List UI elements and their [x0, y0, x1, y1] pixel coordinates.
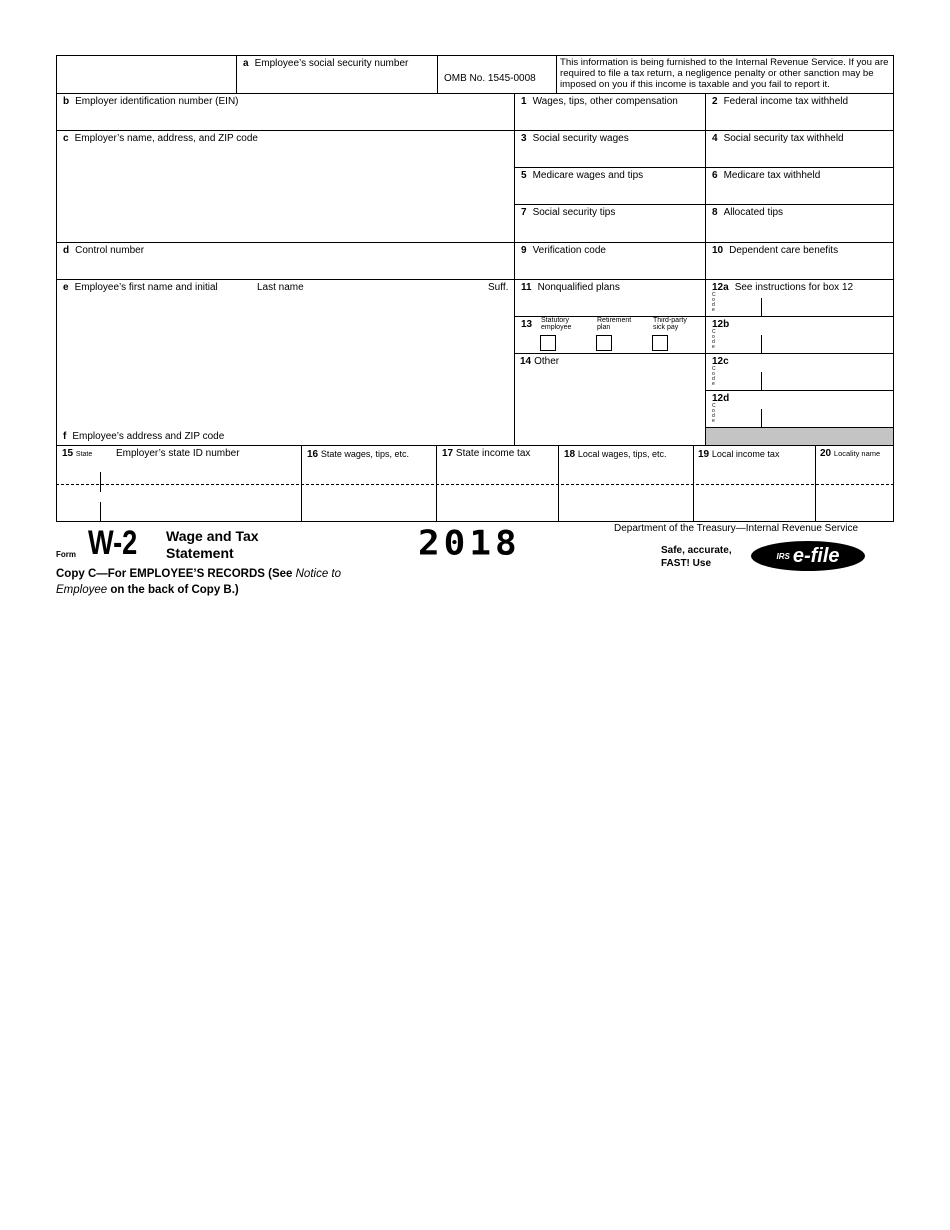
box-num: 7 — [521, 207, 527, 218]
omb-box — [437, 55, 557, 94]
code-label: C o d e — [712, 366, 716, 387]
box-letter: a — [243, 58, 249, 69]
box-num: 8 — [712, 207, 718, 218]
box-label: Employee’s social security number — [254, 58, 409, 69]
box-num: 17 — [442, 448, 454, 459]
box-num: 15 — [62, 448, 74, 459]
copy-c-text — [56, 566, 386, 598]
third-party-label: Third-party sick pay — [653, 317, 687, 331]
suffix-label: Suff. — [488, 282, 509, 293]
box-20[interactable] — [820, 448, 880, 460]
box-num: 12a — [712, 282, 729, 293]
box-label: State income tax — [455, 448, 531, 459]
box-label: Employer’s name, address, and ZIP code — [74, 133, 258, 144]
state-id-label: Employer’s state ID number — [116, 448, 240, 459]
retirement-label: Retirement plan — [597, 317, 632, 331]
box-12c[interactable] — [705, 353, 894, 391]
box-3[interactable] — [514, 130, 706, 168]
box-num: 14 — [520, 356, 532, 367]
form-label: Form — [56, 550, 76, 559]
box-letter: f — [63, 431, 67, 442]
box-label: Employee’s first name and initial — [74, 282, 218, 293]
box-letter: d — [63, 245, 70, 256]
box-14[interactable] — [514, 353, 706, 446]
box-num: 12c — [712, 356, 729, 367]
last-name-label: Last name — [257, 282, 304, 293]
box-label: Wages, tips, other compensation — [532, 96, 678, 107]
box-num: 13 — [521, 319, 533, 330]
box-label: Social security wages — [532, 133, 629, 144]
box-12a[interactable] — [705, 279, 894, 317]
fast-use-text: FAST! Use — [661, 558, 712, 569]
box-num: 9 — [521, 245, 527, 256]
box-label: Local income tax — [711, 449, 780, 459]
dashed-divider — [56, 484, 894, 485]
blank-box — [56, 55, 237, 94]
state-label: State — [75, 451, 93, 458]
box-11[interactable] — [514, 279, 706, 317]
box-label: Medicare wages and tips — [532, 170, 644, 181]
box-12d[interactable] — [705, 390, 894, 428]
copy-text-end: on the back of Copy B.) — [107, 584, 239, 596]
third-party-checkbox[interactable] — [652, 335, 668, 351]
box-label: Locality name — [833, 449, 881, 458]
statutory-label: Statutory employee — [541, 317, 572, 331]
tax-year: 2018 — [418, 524, 521, 563]
code-label: C o d e — [712, 329, 716, 350]
box-label: Nonqualified plans — [537, 282, 620, 293]
code-label: C o d e — [712, 403, 716, 424]
box-letter: e — [63, 282, 69, 293]
box-label: Allocated tips — [723, 207, 784, 218]
box-1[interactable] — [514, 93, 706, 131]
box-label: Federal income tax withheld — [723, 96, 849, 107]
shaded-area — [705, 427, 894, 446]
box-10[interactable] — [705, 242, 894, 280]
box-num: 6 — [712, 170, 718, 181]
code-label: C o d e — [712, 292, 716, 313]
box-num: 20 — [820, 448, 832, 459]
box-5[interactable] — [514, 167, 706, 205]
box-num: 19 — [698, 449, 710, 460]
box-label: Social security tax withheld — [723, 133, 844, 144]
box-13 — [514, 316, 706, 354]
box-label: Verification code — [532, 245, 606, 256]
notice-box — [556, 55, 894, 94]
irs-text: IRS — [776, 551, 790, 561]
box-19[interactable] — [698, 448, 779, 461]
box-num: 12b — [712, 319, 730, 330]
box-label: Employer identification number (EIN) — [75, 96, 239, 107]
box-letter: c — [63, 133, 69, 144]
box-num: 5 — [521, 170, 527, 181]
box-num: 11 — [521, 282, 532, 293]
box-9[interactable] — [514, 242, 706, 280]
box-num: 18 — [564, 449, 576, 460]
copy-text: Copy C—For EMPLOYEE’S RECORDS (See — [56, 568, 296, 580]
box-label: Medicare tax withheld — [723, 170, 821, 181]
notice-text: This information is being furnished to the Internal Revenue Service. If you are required to file a tax return, a negligence penalty or other sanction may be imposed on you if this income is taxable and you fail to report it. — [560, 57, 889, 90]
box-letter: b — [63, 96, 70, 107]
box-num: 3 — [521, 133, 527, 144]
box-label: Other — [534, 356, 560, 367]
box-a-ssn[interactable] — [236, 55, 438, 94]
box-e-employee[interactable] — [56, 279, 515, 446]
box-f-label: Employee’s address and ZIP code — [72, 431, 225, 442]
box-num: 16 — [307, 449, 319, 460]
safe-accurate-text: Safe, accurate, — [661, 545, 732, 556]
statutory-checkbox[interactable] — [540, 335, 556, 351]
form-title-2: Statement — [166, 545, 234, 561]
box-15[interactable] — [62, 448, 92, 461]
box-7[interactable] — [514, 204, 706, 243]
box-b-ein[interactable] — [56, 93, 515, 131]
omb-number: OMB No. 1545-0008 — [444, 73, 536, 84]
irs-efile-logo — [751, 541, 865, 571]
box-label: Control number — [75, 245, 145, 256]
retirement-checkbox[interactable] — [596, 335, 612, 351]
box-num: 12d — [712, 393, 730, 404]
box-num: 1 — [521, 96, 527, 107]
box-label: See instructions for box 12 — [734, 282, 854, 293]
box-label: Dependent care benefits — [729, 245, 839, 256]
box-18[interactable] — [564, 448, 666, 461]
box-c-employer[interactable] — [56, 130, 515, 243]
notice-italic: Notice to Employee — [56, 568, 342, 596]
box-label: Local wages, tips, etc. — [577, 449, 667, 459]
box-d-control[interactable] — [56, 242, 515, 280]
efile-text: e-file — [792, 544, 840, 567]
box-num: 4 — [712, 133, 718, 144]
box-8[interactable] — [705, 204, 894, 243]
box-17[interactable] — [442, 448, 530, 460]
box-12b[interactable] — [705, 316, 894, 354]
box-num: 2 — [712, 96, 718, 107]
box-4[interactable] — [705, 130, 894, 168]
box-2[interactable] — [705, 93, 894, 131]
box-label: State wages, tips, etc. — [320, 449, 409, 459]
box-label: Social security tips — [532, 207, 616, 218]
form-number: W-2 — [88, 524, 138, 562]
form-title-1: Wage and Tax — [166, 528, 259, 544]
box-16[interactable] — [307, 448, 409, 461]
box-num: 10 — [712, 245, 724, 256]
box-6[interactable] — [705, 167, 894, 205]
department-label: Department of the Treasury—Internal Revenue Service — [614, 523, 859, 534]
